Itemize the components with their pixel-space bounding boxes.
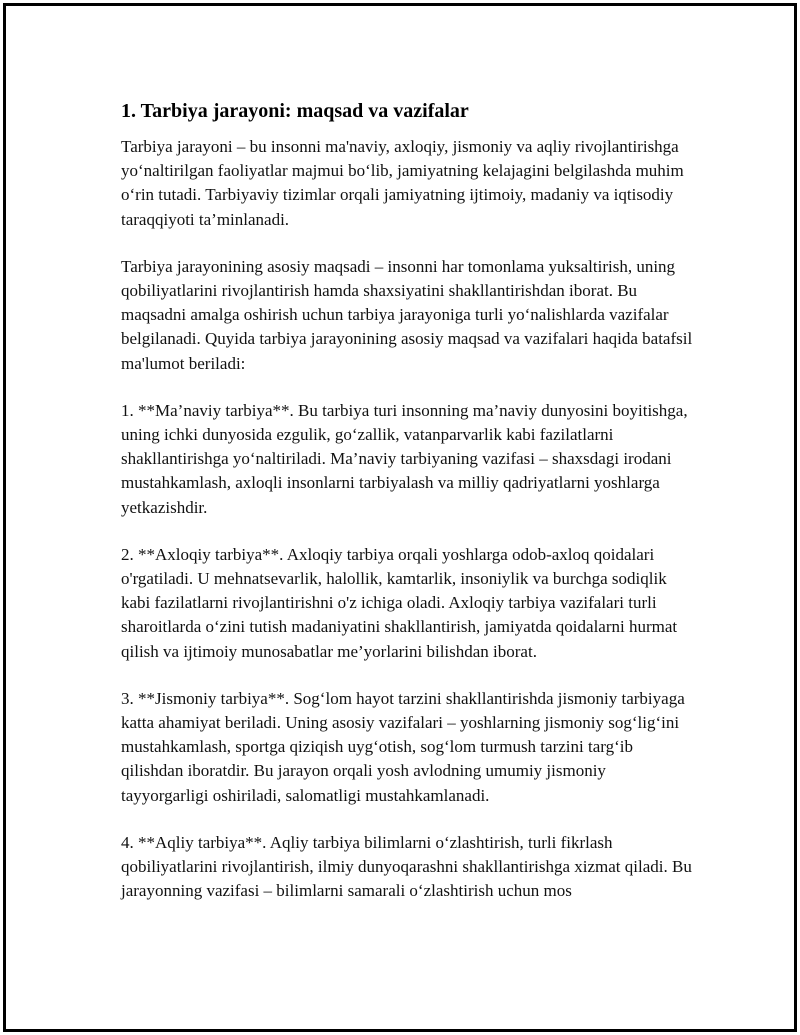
paragraph-intro: Tarbiya jarayoni – bu insonni ma'naviy, axloqiy, jismoniy va aqliy rivojlantirishga yo‘naltirilgan faoliyatlar majmui bo‘lib, jamiyatning kelajagini belgilashda muhim o‘rin tutadi. Tarbiyaviy tizimlar orqali jamiyatning ijtimoiy, madaniy va iqtisodiy taraqqiyoti ta’minlanadi. <box>121 137 684 229</box>
paragraph-spiritual-education: 1. **Ma’naviy tarbiya**. Bu tarbiya turi insonning ma’naviy dunyosini boyitishga, uning ichki dunyosida ezgulik, go‘zallik, vatanparvarlik kabi fazilatlarni shakllantirishga yo‘naltiriladi. Ma’naviy tarbiyaning vazifasi – shaxsdagi irodani mustahkamlash, axloqli insonlarni tarbiyalash va milliy qadriyatlarni yoshlarga yetkazishdir. <box>121 400 688 517</box>
paragraph-main-goal: Tarbiya jarayonining asosiy maqsadi – insonni har tomonlama yuksaltirish, uning qobiliyatlarini rivojlantirish hamda shaxsiyatini shakllantirishdan iborat. Bu maqsadni amalga oshirish uchun tarbiya jarayoniga turli yo‘nalishlarda vazifalar belgilanadi. Quyida tarbiya jarayonining asosiy maqsad va vazifalari haqida batafsil ma'lumot beriladi: <box>121 256 693 373</box>
document-body <box>121 99 696 926</box>
page-frame <box>3 3 797 1032</box>
section-heading: 1. Tarbiya jarayoni: maqsad va vazifalar <box>121 100 469 122</box>
paragraph-moral-education: 2. **Axloqiy tarbiya**. Axloqiy tarbiya orqali yoshlarga odob-axloq qoidalari o'rgatiladi. U mehnatsevarlik, halollik, kamtarlik, insoniylik va burchga sodiqlik kabi fazilatlarni rivojlantirishni o'z ichiga oladi. Axloqiy tarbiya vazifalari turli sharoitlarda o‘zini tutish madaniyatini shakllantirish, jamiyatda qoidalarni hurmat qilish va ijtimoiy munosabatlar me’yorlarini bilishdan iborat. <box>121 544 678 661</box>
paragraph-physical-education: 3. **Jismoniy tarbiya**. Sog‘lom hayot tarzini shakllantirishda jismoniy tarbiyaga katta ahamiyat beriladi. Uning asosiy vazifalari – yoshlarning jismoniy sog‘lig‘ini mustahkamlash, sportga qiziqish uyg‘otish, sog‘lom turmush tarzini targ‘ib qilishdan iboratdir. Bu jarayon orqali yosh avlodning umumiy jismoniy tayyorgarligi oshiriladi, salomatligi mustahkamlanadi. <box>121 688 685 805</box>
paragraph-intellectual-education: 4. **Aqliy tarbiya**. Aqliy tarbiya bilimlarni o‘zlashtirish, turli fikrlash qobiliyatlarini rivojlantirish, ilmiy dunyoqarashni shakllantirishga xizmat qiladi. Bu jarayonning vazifasi – bilimlarni samarali o‘zlashtirish uchun mos <box>121 832 692 901</box>
